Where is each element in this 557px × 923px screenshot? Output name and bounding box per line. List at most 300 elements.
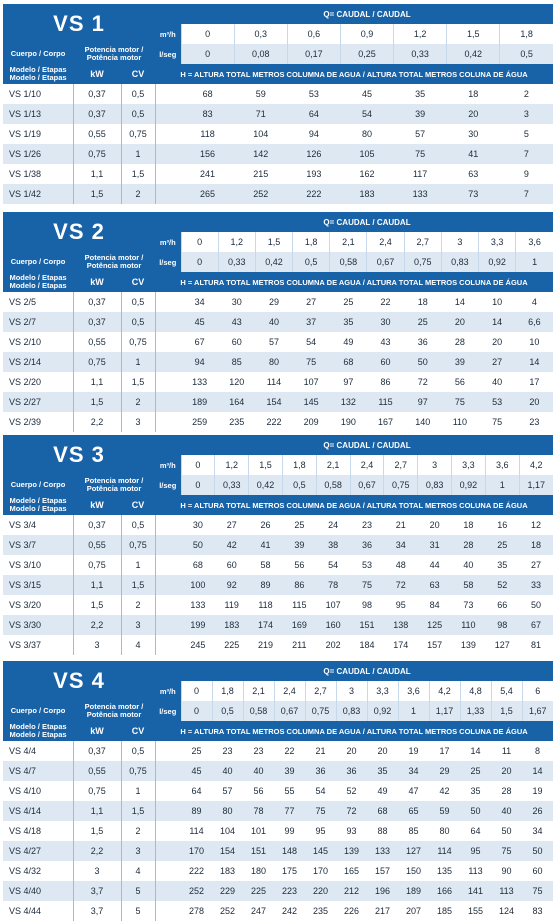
- flow-m3h-value: 0,6: [287, 24, 340, 44]
- table-row: [3, 184, 553, 204]
- head-header-es: H = ALTURA TOTAL METROS COLUMNA DE AGUA /: [180, 726, 367, 736]
- head-value-cell: 68: [330, 352, 367, 372]
- head-value-cell: 25: [282, 515, 316, 535]
- head-value-cell: 20: [441, 312, 478, 332]
- head-value-cell: 118: [181, 124, 234, 144]
- power-label-pt: Potência motor: [86, 484, 142, 493]
- power-label: [73, 44, 155, 64]
- head-value-cell: 54: [340, 104, 393, 124]
- head-value-cell: 80: [255, 352, 292, 372]
- head-value-cell: 30: [218, 292, 255, 312]
- head-value-cell: 36: [305, 761, 336, 781]
- spacer-cell: [155, 84, 181, 104]
- cv-cell: 1,5: [121, 164, 155, 184]
- power-label-pt: Potência motor: [86, 710, 142, 719]
- table-row: [3, 881, 553, 901]
- head-value-cell: 189: [398, 881, 429, 901]
- head-value-cell: 35: [460, 781, 491, 801]
- table-row: [3, 575, 553, 595]
- head-value-cell: 86: [282, 575, 316, 595]
- cv-cell: 1: [121, 352, 155, 372]
- flow-ls-value: 0,33: [218, 252, 255, 272]
- head-value-cell: 73: [452, 595, 486, 615]
- head-value-cell: 41: [447, 144, 500, 164]
- title-row: [3, 4, 553, 24]
- head-value-cell: 20: [447, 104, 500, 124]
- head-value-cell: 31: [418, 535, 452, 555]
- cv-cell: 1,5: [121, 372, 155, 392]
- head-value-cell: 127: [398, 841, 429, 861]
- spacer-cell: [155, 352, 181, 372]
- head-value-cell: 27: [479, 352, 516, 372]
- table-row: [3, 292, 553, 312]
- kw-cell: 2,2: [73, 841, 121, 861]
- head-value-cell: 120: [218, 372, 255, 392]
- head-value-cell: 215: [234, 164, 287, 184]
- head-value-cell: 44: [418, 555, 452, 575]
- head-value-cell: 28: [491, 781, 522, 801]
- head-value-cell: 33: [519, 575, 553, 595]
- model-label-es: Modelo / Etapas: [9, 496, 67, 505]
- head-value-cell: 71: [234, 104, 287, 124]
- head-value-cell: 174: [384, 635, 418, 655]
- head-value-cell: 18: [519, 535, 553, 555]
- table-row: [3, 104, 553, 124]
- pump-table-vs3: [0, 435, 557, 655]
- table-row: [3, 164, 553, 184]
- head-value-cell: 175: [274, 861, 305, 881]
- head-value-cell: 154: [255, 392, 292, 412]
- spacer-cell: [155, 821, 181, 841]
- head-value-cell: 115: [367, 392, 404, 412]
- head-value-cell: 73: [447, 184, 500, 204]
- pump-performance-table: [3, 212, 553, 432]
- head-header-pt: ALTURA TOTAL METROS COLUNA DE ÁGUA: [366, 726, 528, 736]
- model-label-es: Modelo / Etapas: [9, 722, 67, 731]
- head-value-cell: 278: [181, 901, 212, 921]
- head-value-cell: 165: [336, 861, 367, 881]
- head-value-cell: 12: [519, 515, 553, 535]
- power-label: [73, 252, 155, 272]
- flow-m3h-value: 1,8: [500, 24, 553, 44]
- head-value-cell: 29: [255, 292, 292, 312]
- spacer-cell: [155, 615, 181, 635]
- head-value-cell: 30: [367, 312, 404, 332]
- title-row: [3, 661, 553, 681]
- model-cell: VS 1/26: [3, 144, 73, 164]
- kw-label: kW: [73, 721, 121, 741]
- head-value-cell: 114: [255, 372, 292, 392]
- head-value-cell: 235: [305, 901, 336, 921]
- flow-ls-value: 0,5: [282, 475, 316, 495]
- pump-table-vs2: [0, 212, 557, 432]
- table-row: [3, 615, 553, 635]
- cv-label: CV: [121, 495, 155, 515]
- flow-ls-value: 0,5: [293, 252, 330, 272]
- table-row: [3, 781, 553, 801]
- spacer-cell: [155, 635, 181, 655]
- head-value-cell: 22: [274, 741, 305, 761]
- head-value-cell: 167: [367, 412, 404, 432]
- column-header-row: [3, 721, 553, 741]
- flow-m3h-value: 2,1: [316, 455, 350, 475]
- head-value-cell: 40: [452, 555, 486, 575]
- head-value-cell: 72: [384, 575, 418, 595]
- head-value-cell: 196: [367, 881, 398, 901]
- head-value-cell: 59: [234, 84, 287, 104]
- body-label: [3, 475, 73, 495]
- head-value-cell: 16: [485, 515, 519, 535]
- head-value-cell: 166: [429, 881, 460, 901]
- spacer-cell: [155, 392, 181, 412]
- cv-cell: 3: [121, 615, 155, 635]
- body-label: [3, 701, 73, 721]
- cv-cell: 2: [121, 595, 155, 615]
- spacer-cell: [155, 881, 181, 901]
- head-value-cell: 99: [274, 821, 305, 841]
- flow-ls-row: [3, 252, 553, 272]
- cv-cell: 5: [121, 901, 155, 921]
- cv-cell: 0,75: [121, 124, 155, 144]
- head-value-cell: 68: [181, 555, 215, 575]
- spacer-cell: [155, 312, 181, 332]
- head-value-cell: 48: [384, 555, 418, 575]
- series-title: VS 2: [3, 212, 155, 252]
- flow-ls-value: 0: [181, 44, 234, 64]
- head-value-cell: 27: [293, 292, 330, 312]
- flow-m3h-value: 2,1: [330, 232, 367, 252]
- cv-cell: 2: [121, 184, 155, 204]
- head-value-cell: 10: [516, 332, 553, 352]
- head-value-cell: 36: [350, 535, 384, 555]
- head-value-cell: 20: [336, 741, 367, 761]
- head-value-cell: 50: [460, 801, 491, 821]
- flow-ls-value: 0,92: [367, 701, 398, 721]
- flow-header: [181, 661, 553, 681]
- head-value-cell: 43: [367, 332, 404, 352]
- kw-cell: 0,55: [73, 124, 121, 144]
- head-value-cell: 86: [367, 372, 404, 392]
- head-value-cell: 85: [398, 821, 429, 841]
- head-value-cell: 25: [460, 761, 491, 781]
- flow-m3h-value: 0: [181, 455, 215, 475]
- flow-header-pt: CAUDAL: [376, 666, 411, 676]
- head-value-cell: 27: [519, 555, 553, 575]
- model-label-pt: Modelo / Etapas: [9, 504, 67, 513]
- spacer-cell: [155, 575, 181, 595]
- column-header-row: [3, 64, 553, 84]
- head-value-cell: 133: [181, 372, 218, 392]
- head-value-cell: 39: [282, 535, 316, 555]
- head-value-cell: 207: [398, 901, 429, 921]
- head-value-cell: 63: [418, 575, 452, 595]
- flow-ls-value: 0,67: [350, 475, 384, 495]
- head-value-cell: 104: [212, 821, 243, 841]
- head-value-cell: 170: [305, 861, 336, 881]
- flow-m3h-value: 3: [336, 681, 367, 701]
- head-value-cell: 45: [181, 312, 218, 332]
- head-value-cell: 113: [491, 881, 522, 901]
- head-value-cell: 67: [181, 332, 218, 352]
- head-value-cell: 180: [243, 861, 274, 881]
- flow-ls-value: 0,83: [441, 252, 478, 272]
- kw-cell: 3,7: [73, 881, 121, 901]
- head-value-cell: 64: [287, 104, 340, 124]
- head-value-cell: 133: [181, 595, 215, 615]
- head-value-cell: 90: [491, 861, 522, 881]
- flow-ls-value: 0,42: [249, 475, 283, 495]
- head-value-cell: 157: [418, 635, 452, 655]
- body-label: [3, 252, 73, 272]
- table-row: [3, 144, 553, 164]
- spacer-cell: [155, 164, 181, 184]
- head-value-cell: 45: [181, 761, 212, 781]
- head-value-cell: 60: [367, 352, 404, 372]
- flow-m3h-value: 0,3: [234, 24, 287, 44]
- flow-m3h-value: 1,5: [447, 24, 500, 44]
- head-value-cell: 42: [429, 781, 460, 801]
- head-value-cell: 25: [485, 535, 519, 555]
- spacer-cell: [155, 372, 181, 392]
- model-cell: VS 4/4: [3, 741, 73, 761]
- head-value-cell: 252: [234, 184, 287, 204]
- flow-ls-value: 0,42: [447, 44, 500, 64]
- kw-cell: 1,1: [73, 801, 121, 821]
- head-value-cell: 150: [398, 861, 429, 881]
- head-value-cell: 222: [255, 412, 292, 432]
- flow-ls-value: 1: [516, 252, 553, 272]
- head-value-cell: 42: [215, 535, 249, 555]
- head-value-cell: 40: [212, 761, 243, 781]
- head-value-cell: 142: [234, 144, 287, 164]
- head-value-cell: 183: [340, 184, 393, 204]
- column-header-row: [3, 272, 553, 292]
- head-value-cell: 81: [519, 635, 553, 655]
- model-label: [3, 272, 73, 292]
- head-value-cell: 101: [243, 821, 274, 841]
- head-value-cell: 21: [384, 515, 418, 535]
- model-cell: VS 4/27: [3, 841, 73, 861]
- flow-m3h-value: 3,6: [516, 232, 553, 252]
- head-value-cell: 135: [429, 861, 460, 881]
- cv-label: CV: [121, 272, 155, 292]
- head-value-cell: 14: [516, 352, 553, 372]
- flow-m3h-value: 1,8: [293, 232, 330, 252]
- head-value-cell: 53: [287, 84, 340, 104]
- spacer-cell: [155, 555, 181, 575]
- pump-performance-table: [3, 661, 553, 921]
- head-value-cell: 36: [404, 332, 441, 352]
- unit-m3h: m³/h: [155, 24, 181, 44]
- head-value-cell: 252: [212, 901, 243, 921]
- table-row: [3, 861, 553, 881]
- title-row: [3, 212, 553, 232]
- cv-cell: 1,5: [121, 575, 155, 595]
- head-value-cell: 88: [367, 821, 398, 841]
- flow-m3h-value: 1,2: [215, 455, 249, 475]
- cv-cell: 5: [121, 881, 155, 901]
- head-value-cell: 220: [305, 881, 336, 901]
- column-header-row: [3, 495, 553, 515]
- series-title: VS 1: [3, 4, 155, 44]
- head-value-cell: 59: [429, 801, 460, 821]
- head-value-cell: 58: [249, 555, 283, 575]
- flow-header-pt: CAUDAL: [376, 217, 411, 227]
- head-value-cell: 34: [398, 761, 429, 781]
- flow-ls-value: 0,5: [212, 701, 243, 721]
- model-cell: VS 2/5: [3, 292, 73, 312]
- head-value-cell: 60: [522, 861, 553, 881]
- head-header: [155, 495, 553, 515]
- kw-cell: 2,2: [73, 615, 121, 635]
- head-value-cell: 77: [274, 801, 305, 821]
- head-value-cell: 78: [243, 801, 274, 821]
- flow-header-es: Q= CAUDAL /: [323, 217, 377, 227]
- head-value-cell: 138: [384, 615, 418, 635]
- model-cell: VS 3/7: [3, 535, 73, 555]
- head-value-cell: 56: [243, 781, 274, 801]
- flow-ls-value: 0,92: [479, 252, 516, 272]
- head-value-cell: 30: [447, 124, 500, 144]
- head-value-cell: 105: [340, 144, 393, 164]
- kw-cell: 1,1: [73, 372, 121, 392]
- spacer-cell: [155, 144, 181, 164]
- spacer-cell: [155, 184, 181, 204]
- power-label-es: Potencia motor /: [84, 253, 144, 262]
- power-label: [73, 475, 155, 495]
- head-value-cell: 11: [491, 741, 522, 761]
- body-label: [3, 44, 73, 64]
- head-value-cell: 8: [522, 741, 553, 761]
- model-cell: VS 3/4: [3, 515, 73, 535]
- model-cell: VS 3/15: [3, 575, 73, 595]
- flow-ls-row: [3, 475, 553, 495]
- head-value-cell: 57: [394, 124, 447, 144]
- head-value-cell: 170: [181, 841, 212, 861]
- flow-m3h-value: 1,5: [255, 232, 292, 252]
- flow-ls-value: 0,25: [340, 44, 393, 64]
- head-value-cell: 25: [181, 741, 212, 761]
- model-cell: VS 4/44: [3, 901, 73, 921]
- flow-ls-value: 0,33: [394, 44, 447, 64]
- model-label-pt: Modelo / Etapas: [9, 73, 67, 82]
- table-row: [3, 124, 553, 144]
- head-header: [155, 272, 553, 292]
- flow-ls-value: 0,5: [500, 44, 553, 64]
- head-value-cell: 14: [460, 741, 491, 761]
- flow-ls-value: 0,67: [274, 701, 305, 721]
- flow-ls-value: 0: [181, 252, 218, 272]
- body-label-es: Cuerpo /: [10, 480, 44, 489]
- flow-ls-value: 1,5: [491, 701, 522, 721]
- head-value-cell: 95: [384, 595, 418, 615]
- head-value-cell: 52: [336, 781, 367, 801]
- head-value-cell: 41: [249, 535, 283, 555]
- model-cell: VS 4/40: [3, 881, 73, 901]
- flow-ls-value: 0,75: [384, 475, 418, 495]
- head-value-cell: 92: [215, 575, 249, 595]
- head-value-cell: 56: [441, 372, 478, 392]
- model-cell: VS 1/13: [3, 104, 73, 124]
- head-value-cell: 39: [394, 104, 447, 124]
- head-value-cell: 36: [336, 761, 367, 781]
- head-value-cell: 6,6: [516, 312, 553, 332]
- flow-m3h-value: 3,3: [367, 681, 398, 701]
- model-cell: VS 3/30: [3, 615, 73, 635]
- cv-cell: 0,5: [121, 312, 155, 332]
- unit-m3h: m³/h: [155, 232, 181, 252]
- head-value-cell: 68: [367, 801, 398, 821]
- flow-ls-value: 0,75: [404, 252, 441, 272]
- head-value-cell: 40: [479, 372, 516, 392]
- series-title: VS 3: [3, 435, 155, 475]
- flow-ls-value: 1,17: [519, 475, 553, 495]
- model-cell: VS 4/14: [3, 801, 73, 821]
- head-value-cell: 56: [282, 555, 316, 575]
- head-value-cell: 25: [404, 312, 441, 332]
- cv-cell: 0,5: [121, 292, 155, 312]
- head-value-cell: 94: [181, 352, 218, 372]
- head-value-cell: 40: [243, 761, 274, 781]
- head-value-cell: 169: [282, 615, 316, 635]
- model-cell: VS 4/32: [3, 861, 73, 881]
- table-row: [3, 555, 553, 575]
- head-value-cell: 37: [293, 312, 330, 332]
- head-value-cell: 5: [500, 124, 553, 144]
- cv-cell: 4: [121, 635, 155, 655]
- spacer-cell: [155, 292, 181, 312]
- flow-header-es: Q= CAUDAL /: [323, 666, 377, 676]
- head-value-cell: 95: [460, 841, 491, 861]
- head-value-cell: 114: [181, 821, 212, 841]
- cv-cell: 3: [121, 841, 155, 861]
- head-value-cell: 162: [340, 164, 393, 184]
- flow-m3h-value: 2,4: [274, 681, 305, 701]
- body-label-pt: Corpo: [43, 480, 66, 489]
- head-value-cell: 43: [218, 312, 255, 332]
- model-cell: VS 4/10: [3, 781, 73, 801]
- head-value-cell: 117: [394, 164, 447, 184]
- cv-label: CV: [121, 721, 155, 741]
- flow-m3h-value: 4,2: [429, 681, 460, 701]
- head-value-cell: 65: [398, 801, 429, 821]
- head-value-cell: 93: [336, 821, 367, 841]
- flow-m3h-value: 0,9: [340, 24, 393, 44]
- head-value-cell: 68: [181, 84, 234, 104]
- cv-cell: 1: [121, 555, 155, 575]
- head-value-cell: 35: [485, 555, 519, 575]
- table-row: [3, 372, 553, 392]
- head-value-cell: 18: [452, 515, 486, 535]
- head-value-cell: 259: [181, 412, 218, 432]
- head-value-cell: 75: [350, 575, 384, 595]
- flow-ls-value: 1,67: [522, 701, 553, 721]
- head-value-cell: 155: [460, 901, 491, 921]
- head-value-cell: 83: [181, 104, 234, 124]
- head-value-cell: 75: [491, 841, 522, 861]
- flow-m3h-value: 2,7: [404, 232, 441, 252]
- spacer-cell: [155, 515, 181, 535]
- head-value-cell: 80: [429, 821, 460, 841]
- head-value-cell: 29: [429, 761, 460, 781]
- flow-m3h-value: 3,3: [479, 232, 516, 252]
- head-value-cell: 160: [316, 615, 350, 635]
- kw-cell: 0,75: [73, 781, 121, 801]
- kw-cell: 0,37: [73, 104, 121, 124]
- head-value-cell: 83: [522, 901, 553, 921]
- flow-ls-value: 0,17: [287, 44, 340, 64]
- head-value-cell: 64: [460, 821, 491, 841]
